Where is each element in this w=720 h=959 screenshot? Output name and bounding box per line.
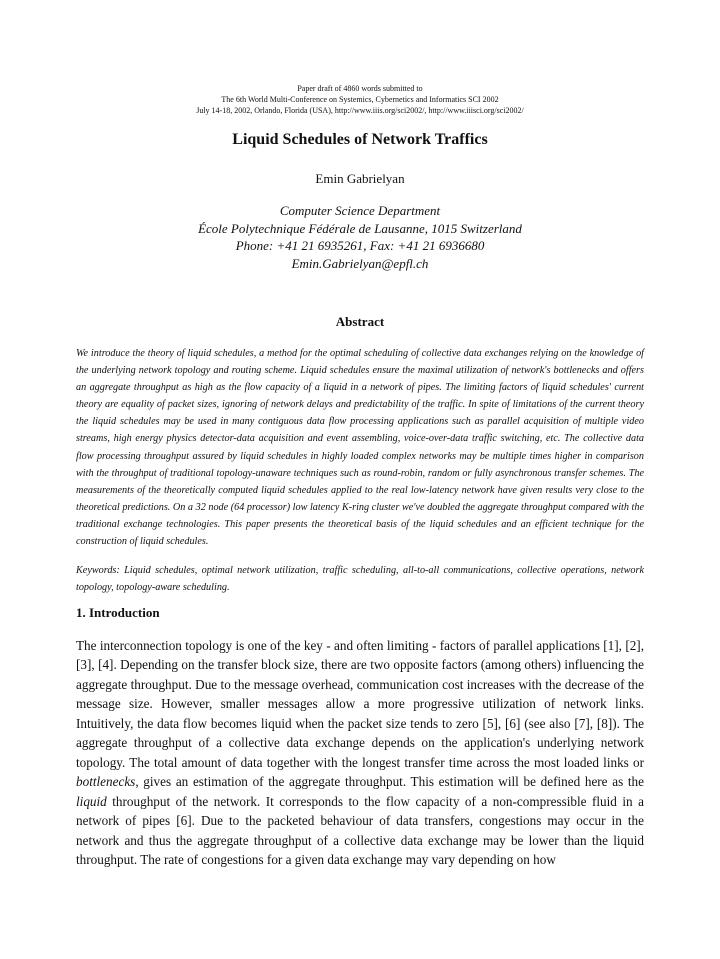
body-text-3: throughput of the network. It corresponds to the flow capacity of a non-compressible fluid in a network of pipes [6]. Due to the packeted behaviour of data transfers, congestions may occur in the network and thus the aggregate throughput of a collective data exchange may be lower than the liquid throughput. The rate of congestions for a given data exchange may vary depending on how <box>76 793 644 867</box>
body-text-2: , gives an estimation of the aggregate throughput. This estimation will be defined here as the <box>135 774 644 790</box>
affiliation-department: Computer Science Department <box>279 203 441 218</box>
affiliation-email: Emin.Gabrielyan@epfl.ch <box>291 255 429 271</box>
body-text-1: The interconnection topology is one of the key - and often limiting - factors of parallel applications [1], [2], [3], [4]. Depending on the transfer block size, there are two opposite factors (among others) influencing the aggregate throughput. Due to the message overhead, communication cost increases with the decrease of the message size. However, smaller messages allow a more progressive utilization of network links. Intuitively, the data flow becomes liquid when the packet size tends to zero [5], [6] (see also [7], [8]). The aggregate throughput of a collective data exchange depends on the application's underlying network topology. The total amount of data together with the longest transfer time across the most loaded links or <box>76 638 644 770</box>
body-emphasis-bottlenecks: bottlenecks <box>76 774 136 790</box>
section-body <box>76 636 644 869</box>
keywords: Keywords: Liquid schedules, optimal network utilization, traffic scheduling, all-to-all communications, collective operations, network topology, topology-aware scheduling. <box>76 565 644 594</box>
conference-dates-urls: July 14-18, 2002, Orlando, Florida (USA), http://www.iiis.org/sci2002/, http://www.iiisci.org/sci2002/ <box>196 106 524 115</box>
section-heading: 1. Introduction <box>76 605 160 620</box>
paper-title: Liquid Schedules of Network Traffics <box>232 131 488 148</box>
author-name: Emin Gabrielyan <box>315 171 405 186</box>
affiliation-block <box>0 202 720 272</box>
abstract-heading: Abstract <box>335 314 385 329</box>
submission-note: Paper draft of 4860 words submitted to <box>297 84 423 93</box>
body-emphasis-liquid: liquid <box>76 793 107 809</box>
affiliation-institution: École Polytechnique Fédérale de Lausanne, 1015 Switzerland <box>198 220 522 236</box>
abstract-text: We introduce the theory of liquid schedules, a method for the optimal scheduling of collective data exchanges relying on the knowledge of the underlying network topology and routing scheme. Liquid schedules ensure the maximal utilization of network's bottlenecks and offers an aggregate throughput as high as the flow capacity of a liquid in a network of pipes. The limiting factors of liquid schedules' current theory are equality of packet sizes, ignoring of network delays and predictability of the traffic. In spite of limitations of the current theory the liquid schedules may be used in many contiguous data flow processing applications such as parallel acquisition of multiple video streams, high energy physics detector-data acquisition and event assembling, voice-over-data traffic switching, etc. The collective data flow processing throughput assured by liquid schedules in highly loaded complex networks may be multiple times higher in comparison with the throughput of traditional topology-unaware techniques such as round-robin, random or fully asynchronous transfer schemes. The measurements of the theoretically computed liquid schedules applied to the real low-latency network have given results very close to the theoretical predictions. On a 32 node (64 processor) low latency K-ring cluster we've doubled the aggregate throughput compared with the traditional exchange technologies. This paper presents the theoretical basis of the liquid schedules and an efficient technique for the construction of liquid schedules. <box>76 348 644 548</box>
conference-name: The 6th World Multi-Conference on Systemics, Cybernetics and Informatics SCI 2002 <box>221 95 499 104</box>
affiliation-phone: Phone: +41 21 6935261, Fax: +41 21 6936680 <box>235 238 485 253</box>
